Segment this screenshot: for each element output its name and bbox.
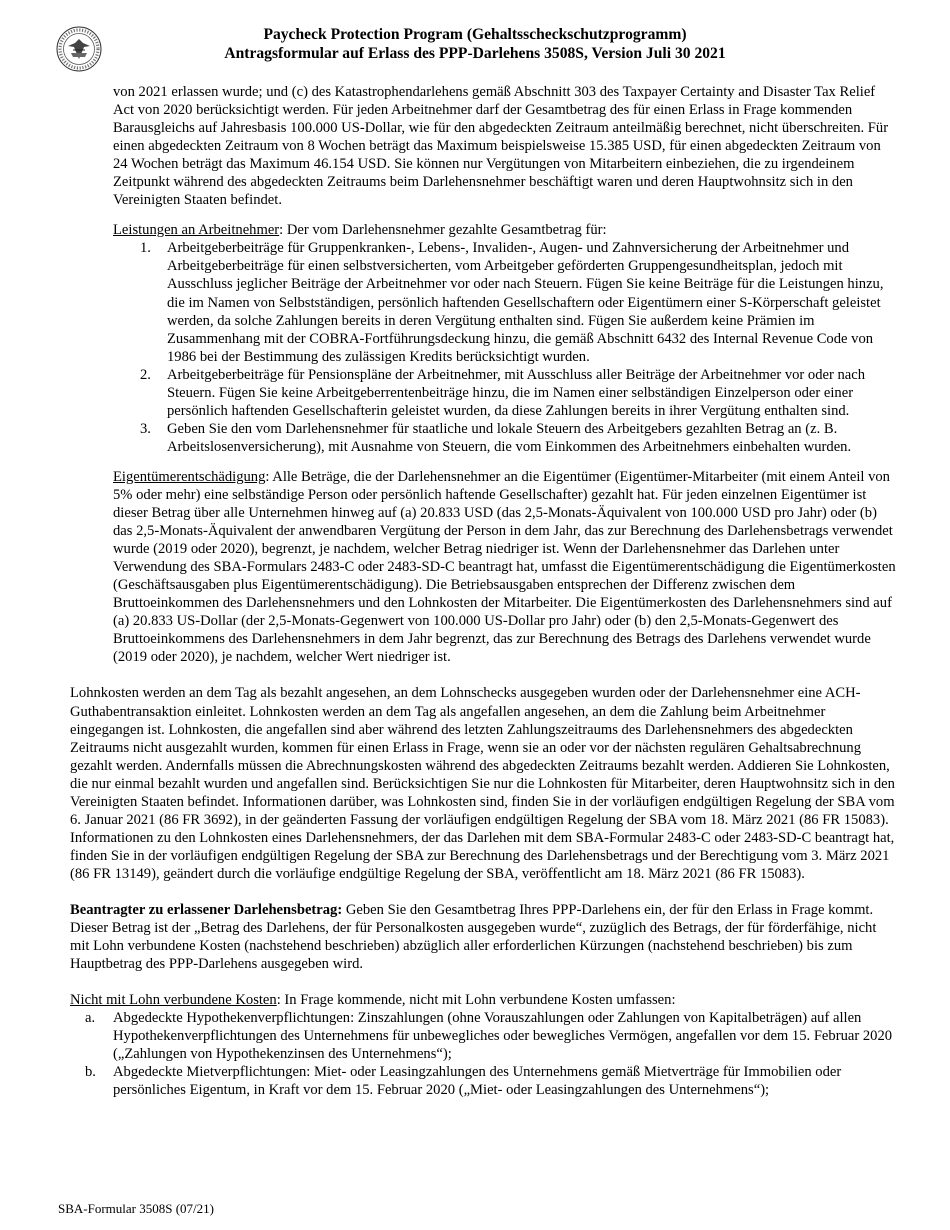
benefits-list: [113, 239, 898, 456]
owner-comp-label: Eigentümerentschädigung: [113, 468, 266, 485]
document-header: [0, 25, 950, 63]
list-item-text: Arbeitgeberbeiträge für Pensionspläne der Arbeitnehmer, mit Ausschluss aller Beiträge der Arbeitnehmer vor oder nach Steuern. Fügen Sie keine Arbeitgeberrentenbeiträge hinzu, die im Namen einer selbständigen Einzelperson oder einer persönlich haftenden Gesellschafterin geleistet wurden, da diese Zahlungen bereits in ihrer Vergütung enthalten sind.: [167, 366, 866, 419]
list-item: [113, 420, 898, 456]
nonpayroll-label: Nicht mit Lohn verbundene Kosten: [70, 992, 277, 1009]
owner-comp-paragraph: [113, 468, 898, 667]
forgiveness-paragraph: [70, 901, 898, 973]
list-item-text: Geben Sie den vom Darlehensnehmer für staatliche und lokale Steuern des Arbeitgebers gezahlten Betrag an (z. B. Arbeitslosenversicherung), mit Ausnahme von Steuern, die vom Einkommen des Arbeitnehmers einbehalten wurden.: [167, 420, 852, 455]
list-item: [70, 1063, 898, 1099]
list-item-number: 2.: [140, 366, 151, 383]
payroll-costs-paragraph: Lohnkosten werden an dem Tag als bezahlt angesehen, an dem Lohnschecks ausgegeben wurden oder der Darlehensnehmer eine ACH-Guthabentransaktion einleitet. Lohnkosten werden an dem Tag als angefallen angesehen, an dem die Zahlung beim Arbeitnehmer eingegangen ist. Lohnkosten, die angefallen sind aber während des letzten Zahlungszeitraums des Darlehensnehmers des abgedeckten Zeitraums nicht ausgezahlt wurden, kommen für einen Erlass in Frage, wenn sie an oder vor der nächsten regulären Gehaltsabrechnung gezahlt werden. Andernfalls müssen die Abrechnungskosten während des abgedeckten Zeitraums bezahlt werden. Addieren Sie Lohnkosten, die nur einmal bezahlt wurden und angefallen sind. Berücksichtigen Sie nur die Lohnkosten für Mitarbeiter, deren Hauptwohnsitz sich in den Vereinigten Staaten befindet. Informationen darüber, was Lohnkosten sind, finden Sie in der vorläufigen endgültigen Regelung der SBA vom 6. Januar 2021 (86 FR 3692), in der geänderten Fassung der vorläufigen endgültigen Regelung der SBA vom 18. März 2021 (86 FR 15083). Informationen zu den Lohnkosten eines Darlehensnehmers, der das Darlehen mit dem SBA-Formular 2483-C oder 2483-SD-C beantragt hat, finden Sie in der vorläufigen endgültigen Regelung der SBA zur Berechnung des Darlehensbetrags und der Berechtigung vom 3. März 2021 (86 FR 13149), geändert durch die vorläufige endgültige Regelung der SBA, veröffentlicht am 18. März 2021 (86 FR 15083).: [70, 685, 895, 882]
benefits-label: Leistungen an Arbeitnehmer: [113, 222, 280, 239]
intro-paragraph: von 2021 erlassen wurde; und (c) des Katastrophendarlehens gemäß Abschnitt 303 des Taxpayer Certainty and Disaster Tax Relief Act von 2020 berücksichtigt werden. Für jeden Arbeitnehmer darf der Gesamtbetrag des für einen Erlass in Frage kommenden Barausgleichs auf Jahresbasis 100.000 US-Dollar, wie für den abgedeckten Zeitraum anteilmäßig berechnet, nicht überschreiten. Für einen abgedeckten Zeitraum von 8 Wochen beträgt das Maximum beispielsweise 15.385 USD, für einen abgedeckten Zeitraum von 24 Wochen beträgt das Maximum 46.154 USD. Sie können nur Vergütungen von Mitarbeitern einbeziehen, die zu irgendeinem Zeitpunkt während des abgedeckten Zeitraums beim Darlehensnehmer beschäftigt waren und deren Hauptwohnsitz sich in den Vereinigten Staaten befindet.: [113, 84, 889, 209]
list-item-number: 3.: [140, 420, 151, 437]
list-item: [70, 1009, 898, 1063]
list-item-text: Abgedeckte Hypothekenverpflichtungen: Zinszahlungen (ohne Vorauszahlungen oder Zahlungen von Kapitalbeträgen) auf allen Hypothekenverpflichtungen des Unternehmens für unbewegliches oder bewegliches Vermögen, angefallen vor dem 15. Februar 2020 („Zahlungen von Hypothekenzinsen des Unternehmens“);: [113, 1010, 893, 1063]
list-item: [113, 366, 898, 420]
nonpayroll-list: [70, 1009, 898, 1099]
document-subtitle: Antragsformular auf Erlass des PPP-Darlehens 3508S, Version Juli 30 2021: [224, 45, 726, 62]
list-item-letter: a.: [85, 1010, 96, 1027]
list-item-letter: b.: [85, 1064, 96, 1081]
list-item-text: Abgedeckte Mietverpflichtungen: Miet- oder Leasingzahlungen des Unternehmens gemäß Mietverträge für Immobilien oder persönliches Eigentum, in Kraft vor dem 15. Februar 2020 („Miet- oder Leasingzahlungen des Unternehmens“);: [113, 1064, 842, 1099]
list-item-number: 1.: [140, 240, 151, 257]
forgiveness-label: Beantragter zu erlassener Darlehensbetrag:: [70, 901, 343, 918]
benefits-text: : Der vom Darlehensnehmer gezahlte Gesamtbetrag für:: [279, 222, 607, 239]
document-title: Paycheck Protection Program (Gehaltsscheckschutzprogramm): [263, 26, 687, 43]
benefits-paragraph: [113, 221, 898, 239]
intro-section: [70, 83, 898, 666]
nonpayroll-text: : In Frage kommende, nicht mit Lohn verbundene Kosten umfassen:: [276, 992, 676, 1009]
owner-comp-text: : Alle Beträge, die der Darlehensnehmer an die Eigentümer (Eigentümer-Mitarbeiter (mit einem Anteil von 5% oder mehr) eine selbständige Person oder persönlich haftende Gesellschafter) gezahlt hat. Für jeden einzelnen Eigentümer ist dieser Betrag über alle Unternehmen hinweg auf (a) 20.833 USD (das 2,5-Monats-Äquivalent von 100.000 USD pro Jahr) oder (b) das 2,5-Monats-Äquivalent der anwendbaren Vergütung der Person in dem Jahr, das zur Berechnung des Darlehensbetrags verwendet wurde (2019 oder 2020), begrenzt, je nachdem, welcher Betrag niedriger ist. Wenn der Darlehensnehmer das Darlehen unter Verwendung des SBA-Formulars 2483-C oder 2483-SD-C beantragt hat, umfasst die Eigentümerentschädigung die Eigentümerkosten (Geschäftsausgaben plus Eigentümerentschädigung). Die Betriebsausgaben entsprechen der Differenz zwischen dem Bruttoeinkommen des Darlehensnehmers und den Lohnkosten der Mitarbeiter. Die Eigentümerkosten des Darlehensnehmers sind auf (a) 20.833 US-Dollar (der 2,5-Monats-Gegenwert von 100.000 US-Dollar pro Jahr) oder (b) den 2,5-Monats-Gegenwert des Bruttoeinkommens des Darlehensnehmers in dem Jahr begrenzt, das zur Berechnung des Betrags des Darlehens verwendet wurde (2019 oder 2020), je nachdem, welcher Wert niedriger ist.: [113, 468, 896, 666]
form-footer: SBA-Formular 3508S (07/21): [58, 1201, 214, 1216]
list-item-text: Arbeitgeberbeiträge für Gruppenkranken-, Lebens-, Invaliden-, Augen- und Zahnversicherung der Arbeitnehmer und Arbeitgeberbeiträge für einen selbstversicherten, vom Arbeitgeber geförderten Gruppengesundheitsplan, jedoch mit Ausschluss jeglicher Beiträge der Arbeitnehmer vor oder nach Steuern. Fügen Sie keine Beiträge für die Leistungen hinzu, die im Namen von Selbstständigen, persönlich haftenden Gesellschaftern oder Eigentümern einer S-Körperschaft geleistet werden, da solche Zahlungen bereits in deren Vergütung enthalten sind. Fügen Sie außerdem keine Prämien im Zusammenhang mit der COBRA-Fortführungsdeckung hinzu, die gemäß Abschnitt 6432 des Internal Revenue Code von 1986 bei der Bestimmung des zulässigen Kredits berücksichtigt wurden.: [167, 240, 884, 365]
document-body: [70, 83, 898, 1099]
forgiveness-text: Geben Sie den Gesamtbetrag Ihres PPP-Darlehens ein, der für den Erlass in Frage kommt. Dieser Betrag ist der „Betrag des Darlehens, der für Personalkosten ausgegeben wurde“, zuzüglich des Betrags, der für förderfähige, nicht mit Lohn verbundene Kosten (nachstehend beschrieben) abzüglich aller erforderlichen Kürzungen (nachstehend beschrieben) bis zum Hauptbetrag des PPP-Darlehens ausgegeben wird.: [70, 901, 877, 973]
nonpayroll-paragraph: [70, 991, 898, 1009]
list-item: [113, 239, 898, 365]
